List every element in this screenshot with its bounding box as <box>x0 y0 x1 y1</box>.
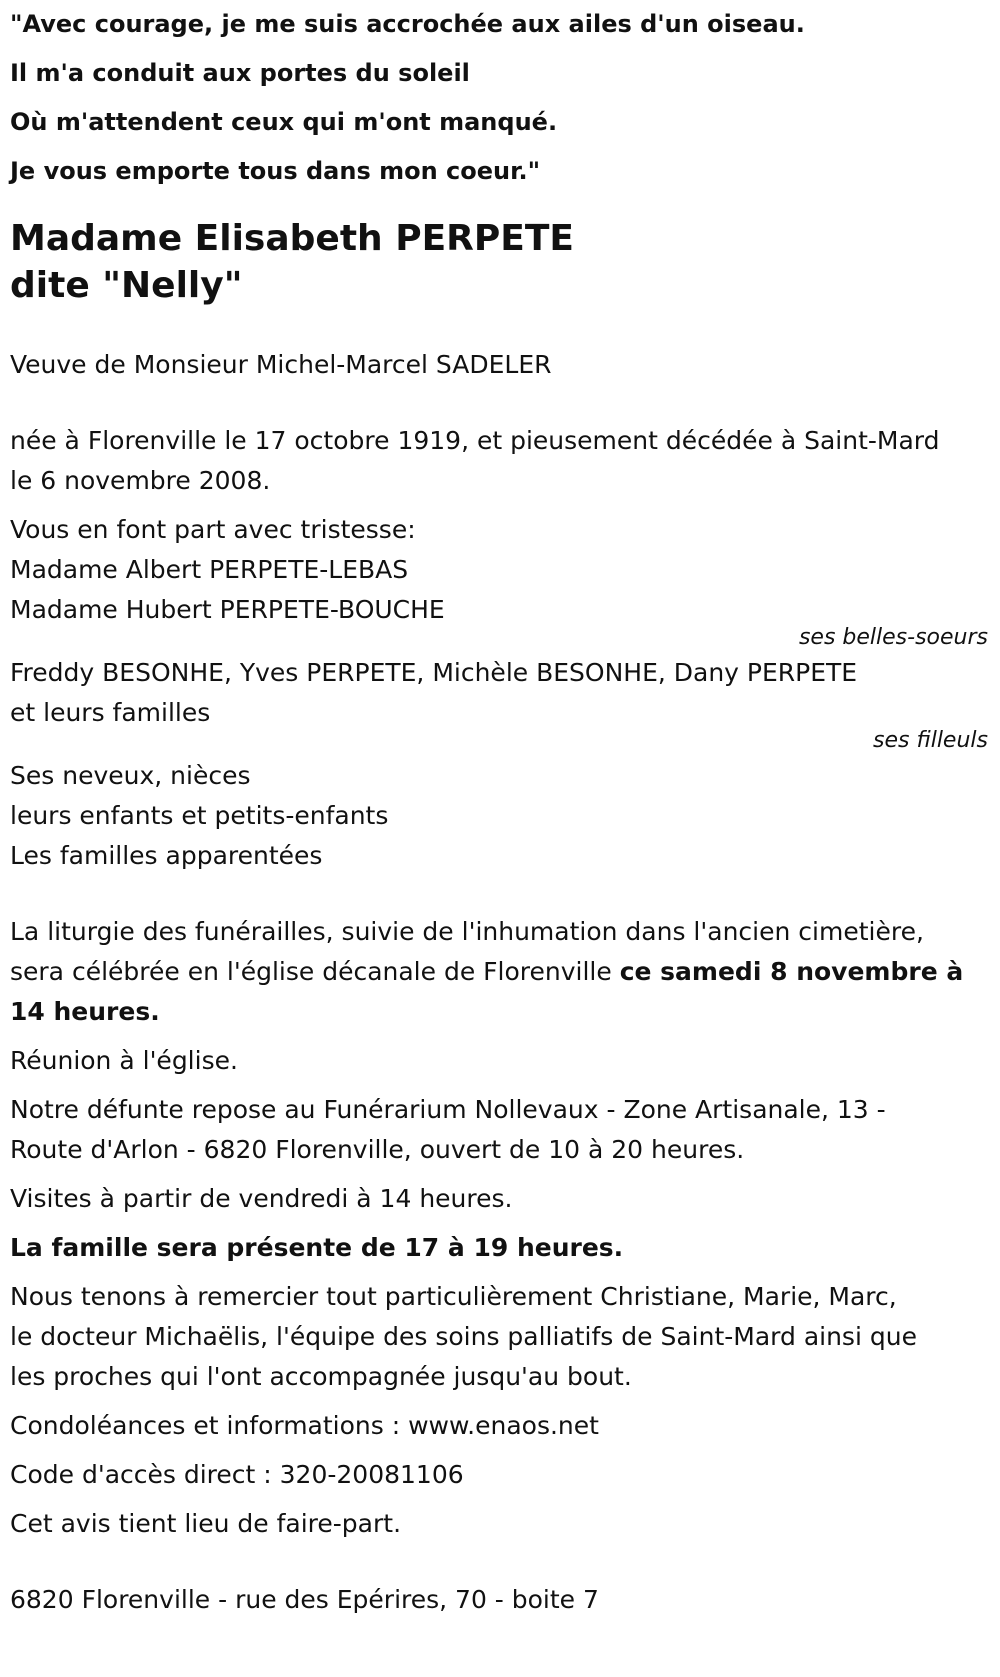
repose-line-2: Route d'Arlon - 6820 Florenville, ouvert de 10 à 20 heures. <box>10 1135 745 1164</box>
sister-in-law-1: Madame Albert PERPETE-LEBAS <box>10 555 409 584</box>
thanks-line-2: le docteur Michaëlis, l'équipe des soins palliatifs de Saint-Mard ainsi que <box>10 1322 917 1351</box>
poem-line-2: Il m'a conduit aux portes du soleil <box>10 59 470 87</box>
thanks-line-1: Nous tenons à remercier tout particulièrement Christiane, Marie, Marc, <box>10 1282 897 1311</box>
deceased-name: Madame Elisabeth PERPETE <box>10 218 575 259</box>
sister-in-law-2: Madame Hubert PERPETE-BOUCHE <box>10 595 445 624</box>
address: 6820 Florenville - rue des Epérires, 70 - boite 7 <box>10 1585 599 1614</box>
funeral-line-2-regular: sera célébrée en l'église décanale de Florenville <box>10 957 620 986</box>
poem-line-3: Où m'attendent ceux qui m'ont manqué. <box>10 108 558 136</box>
widow-of: Veuve de Monsieur Michel-Marcel SADELER <box>10 350 552 379</box>
deceased-nickname: dite "Nelly" <box>10 265 243 306</box>
family-line-1: Ses neveux, nièces <box>10 761 251 790</box>
reunion: Réunion à l'église. <box>10 1046 238 1075</box>
sisters-in-law-label: ses belles-soeurs <box>798 625 988 650</box>
access-code: Code d'accès direct : 320-20081106 <box>10 1460 464 1489</box>
funeral-date-bold: ce samedi 8 novembre à <box>619 957 964 986</box>
poem-line-4: Je vous emporte tous dans mon coeur." <box>10 157 541 185</box>
repose-line-1: Notre défunte repose au Funérarium Nollevaux - Zone Artisanale, 13 - <box>10 1095 886 1124</box>
godchildren-line-2: et leurs familles <box>10 698 211 727</box>
family-line-3: Les familles apparentées <box>10 841 323 870</box>
poem-line-1: "Avec courage, je me suis accrochée aux ailes d'un oiseau. <box>10 10 805 38</box>
deceased-name-block <box>10 215 990 309</box>
poem-block <box>10 0 990 185</box>
godchildren-line-1: Freddy BESONHE, Yves PERPETE, Michèle BESONHE, Dany PERPETE <box>10 658 858 687</box>
funeral-line-1: La liturgie des funérailles, suivie de l'inhumation dans l'ancien cimetière, <box>10 917 924 946</box>
thanks-line-3: les proches qui l'ont accompagnée jusqu'au bout. <box>10 1362 632 1391</box>
funeral-time-bold: 14 heures. <box>10 997 160 1026</box>
condolences-info: Condoléances et informations : www.enaos.net <box>10 1411 599 1440</box>
birth-death-line-2: le 6 novembre 2008. <box>10 466 271 495</box>
family-presence: La famille sera présente de 17 à 19 heures. <box>10 1233 624 1262</box>
family-line-2: leurs enfants et petits-enfants <box>10 801 389 830</box>
notice: Cet avis tient lieu de faire-part. <box>10 1509 402 1538</box>
godchildren-label: ses filleuls <box>873 728 988 753</box>
birth-death-line-1: née à Florenville le 17 octobre 1919, et pieusement décédée à Saint-Mard <box>10 426 940 455</box>
announcement-intro: Vous en font part avec tristesse: <box>10 515 416 544</box>
visits: Visites à partir de vendredi à 14 heures. <box>10 1184 513 1213</box>
funeral-line-2 <box>10 952 990 992</box>
